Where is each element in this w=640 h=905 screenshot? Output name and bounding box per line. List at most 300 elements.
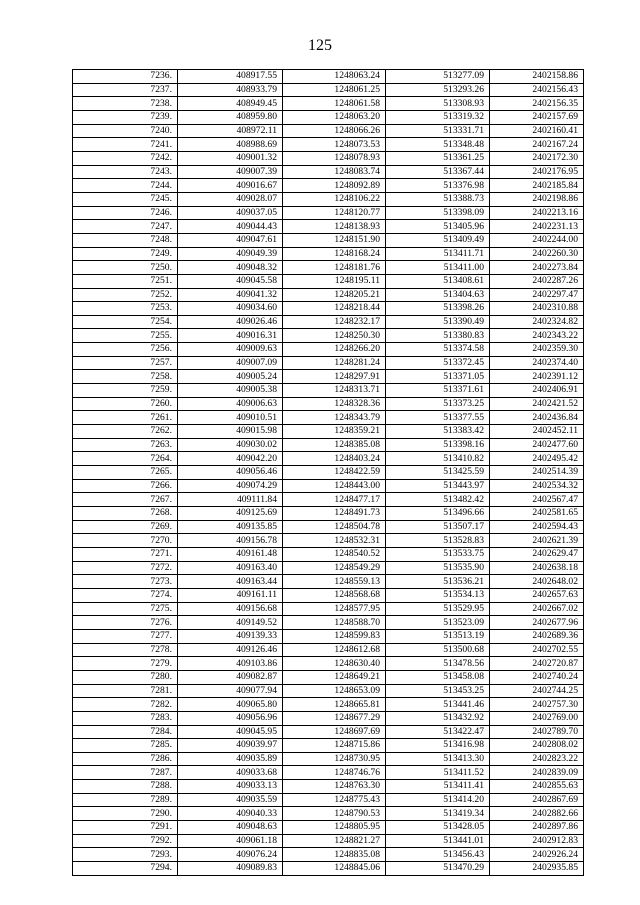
table-row	[73, 151, 584, 165]
coordinate-cell: 409139.33	[178, 629, 283, 643]
coordinate-cell: 1248151.90	[283, 233, 386, 247]
coordinate-cell: 408933.79	[178, 83, 283, 97]
coordinate-cell: 513456.43	[386, 848, 490, 862]
coordinate-cell: 2402638.18	[490, 561, 584, 575]
coordinate-cell: 409040.33	[178, 807, 283, 821]
table-row	[73, 70, 584, 84]
coordinate-cell: 1248491.73	[283, 507, 386, 521]
coordinate-cell: 409028.07	[178, 192, 283, 206]
coordinate-cell: 513453.25	[386, 684, 490, 698]
coordinate-cell: 2402452.11	[490, 425, 584, 439]
coordinate-cell: 1248063.20	[283, 110, 386, 124]
coordinate-cell: 513513.19	[386, 629, 490, 643]
table-row	[73, 739, 584, 753]
point-number-cell: 7262.	[73, 425, 178, 439]
coordinate-cell: 2402581.65	[490, 507, 584, 521]
coordinate-cell: 408972.11	[178, 124, 283, 138]
coordinate-cell: 2402648.02	[490, 575, 584, 589]
coordinate-cell: 409082.87	[178, 670, 283, 684]
coordinate-cell: 513408.61	[386, 274, 490, 288]
coordinate-cell: 2402912.83	[490, 834, 584, 848]
coordinate-cell: 2402156.35	[490, 97, 584, 111]
page-number: 125	[308, 37, 332, 54]
coordinate-cell: 2402406.91	[490, 384, 584, 398]
table-row	[73, 138, 584, 152]
coordinate-cell: 409037.05	[178, 206, 283, 220]
coordinate-cell: 1248630.40	[283, 657, 386, 671]
table-row	[73, 793, 584, 807]
coordinate-cell: 513398.16	[386, 438, 490, 452]
coordinate-cell: 408988.69	[178, 138, 283, 152]
point-number-cell: 7236.	[73, 70, 178, 84]
coordinate-cell: 409077.94	[178, 684, 283, 698]
point-number-cell: 7288.	[73, 780, 178, 794]
coordinate-cell: 1248649.21	[283, 670, 386, 684]
point-number-cell: 7241.	[73, 138, 178, 152]
coordinates-table-body	[73, 70, 584, 876]
point-number-cell: 7290.	[73, 807, 178, 821]
table-row	[73, 684, 584, 698]
point-number-cell: 7250.	[73, 261, 178, 275]
coordinate-cell: 1248073.53	[283, 138, 386, 152]
coordinate-cell: 513409.49	[386, 233, 490, 247]
point-number-cell: 7267.	[73, 493, 178, 507]
coordinate-cell: 1248063.24	[283, 70, 386, 84]
table-row	[73, 725, 584, 739]
table-row	[73, 588, 584, 602]
coordinate-cell: 513428.05	[386, 821, 490, 835]
coordinate-cell: 409001.32	[178, 151, 283, 165]
coordinate-cell: 513422.47	[386, 725, 490, 739]
point-number-cell: 7263.	[73, 438, 178, 452]
point-number-cell: 7257.	[73, 356, 178, 370]
coordinate-cell: 409125.69	[178, 507, 283, 521]
table-row	[73, 97, 584, 111]
coordinate-cell: 409161.11	[178, 588, 283, 602]
coordinate-cell: 409103.86	[178, 657, 283, 671]
coordinate-cell: 2402744.25	[490, 684, 584, 698]
point-number-cell: 7273.	[73, 575, 178, 589]
coordinate-cell: 513413.30	[386, 752, 490, 766]
point-number-cell: 7282.	[73, 698, 178, 712]
point-number-cell: 7274.	[73, 588, 178, 602]
coordinate-cell: 2402421.52	[490, 397, 584, 411]
coordinate-cell: 513419.34	[386, 807, 490, 821]
coordinate-cell: 409056.96	[178, 711, 283, 725]
coordinate-cell: 513411.52	[386, 766, 490, 780]
table-row	[73, 834, 584, 848]
coordinate-cell: 1248385.08	[283, 438, 386, 452]
coordinate-cell: 1248066.26	[283, 124, 386, 138]
coordinate-cell: 513536.21	[386, 575, 490, 589]
point-number-cell: 7244.	[73, 179, 178, 193]
coordinate-cell: 2402594.43	[490, 520, 584, 534]
coordinate-cell: 1248577.95	[283, 602, 386, 616]
table-row	[73, 233, 584, 247]
coordinate-cell: 2402158.86	[490, 70, 584, 84]
point-number-cell: 7266.	[73, 479, 178, 493]
coordinate-cell: 2402156.43	[490, 83, 584, 97]
coordinate-cell: 513496.66	[386, 507, 490, 521]
coordinate-cell: 513470.29	[386, 862, 490, 876]
coordinate-cell: 2402495.42	[490, 452, 584, 466]
table-row	[73, 124, 584, 138]
coordinate-cell: 409009.63	[178, 343, 283, 357]
point-number-cell: 7242.	[73, 151, 178, 165]
coordinate-cell: 513308.93	[386, 97, 490, 111]
table-row	[73, 165, 584, 179]
coordinate-cell: 409007.09	[178, 356, 283, 370]
coordinate-cell: 513523.09	[386, 616, 490, 630]
coordinate-cell: 409005.24	[178, 370, 283, 384]
point-number-cell: 7270.	[73, 534, 178, 548]
coordinate-cell: 409156.68	[178, 602, 283, 616]
coordinate-cell: 2402359.30	[490, 343, 584, 357]
point-number-cell: 7283.	[73, 711, 178, 725]
coordinate-cell: 2402185.84	[490, 179, 584, 193]
coordinate-cell: 513348.48	[386, 138, 490, 152]
point-number-cell: 7276.	[73, 616, 178, 630]
point-number-cell: 7281.	[73, 684, 178, 698]
coordinate-cell: 409041.32	[178, 288, 283, 302]
coordinate-cell: 2402702.55	[490, 643, 584, 657]
coordinate-cell: 513410.82	[386, 452, 490, 466]
table-row	[73, 561, 584, 575]
coordinate-cell: 513534.13	[386, 588, 490, 602]
coordinate-cell: 1248078.93	[283, 151, 386, 165]
table-row	[73, 83, 584, 97]
coordinates-table	[72, 69, 584, 876]
coordinate-cell: 2402689.36	[490, 629, 584, 643]
coordinate-cell: 2402160.41	[490, 124, 584, 138]
coordinate-cell: 2402167.24	[490, 138, 584, 152]
coordinate-cell: 1248138.93	[283, 220, 386, 234]
point-number-cell: 7246.	[73, 206, 178, 220]
table-row	[73, 274, 584, 288]
coordinate-cell: 1248665.81	[283, 698, 386, 712]
coordinate-cell: 409035.89	[178, 752, 283, 766]
coordinate-cell: 513319.32	[386, 110, 490, 124]
point-number-cell: 7239.	[73, 110, 178, 124]
coordinate-cell: 409007.39	[178, 165, 283, 179]
coordinate-cell: 409047.61	[178, 233, 283, 247]
coordinate-cell: 2402514.39	[490, 466, 584, 480]
coordinate-cell: 409049.39	[178, 247, 283, 261]
coordinate-cell: 409048.32	[178, 261, 283, 275]
coordinate-cell: 513528.83	[386, 534, 490, 548]
coordinate-cell: 2402157.69	[490, 110, 584, 124]
coordinate-cell: 513372.45	[386, 356, 490, 370]
point-number-cell: 7252.	[73, 288, 178, 302]
coordinate-cell: 513535.90	[386, 561, 490, 575]
table-row	[73, 821, 584, 835]
coordinate-cell: 513458.08	[386, 670, 490, 684]
coordinate-cell: 2402740.24	[490, 670, 584, 684]
coordinate-cell: 1248266.20	[283, 343, 386, 357]
coordinate-cell: 513367.44	[386, 165, 490, 179]
coordinate-cell: 1248168.24	[283, 247, 386, 261]
coordinate-cell: 513376.98	[386, 179, 490, 193]
coordinate-cell: 513443.97	[386, 479, 490, 493]
coordinate-cell: 2402436.84	[490, 411, 584, 425]
coordinate-cell: 1248599.83	[283, 629, 386, 643]
coordinate-cell: 1248835.08	[283, 848, 386, 862]
table-row	[73, 397, 584, 411]
coordinate-cell: 2402629.47	[490, 547, 584, 561]
coordinate-cell: 2402172.30	[490, 151, 584, 165]
coordinate-cell: 1248297.91	[283, 370, 386, 384]
coordinate-cell: 1248422.59	[283, 466, 386, 480]
table-row	[73, 329, 584, 343]
table-row	[73, 425, 584, 439]
coordinate-cell: 513398.09	[386, 206, 490, 220]
point-number-cell: 7294.	[73, 862, 178, 876]
coordinate-cell: 1248106.22	[283, 192, 386, 206]
point-number-cell: 7238.	[73, 97, 178, 111]
coordinate-cell: 1248343.79	[283, 411, 386, 425]
coordinate-cell: 1248477.17	[283, 493, 386, 507]
coordinate-cell: 409039.97	[178, 739, 283, 753]
coordinate-cell: 409045.58	[178, 274, 283, 288]
point-number-cell: 7260.	[73, 397, 178, 411]
coordinate-cell: 513500.68	[386, 643, 490, 657]
coordinate-cell: 513411.41	[386, 780, 490, 794]
table-row	[73, 206, 584, 220]
point-number-cell: 7255.	[73, 329, 178, 343]
coordinate-cell: 2402310.88	[490, 302, 584, 316]
coordinate-cell: 409056.46	[178, 466, 283, 480]
coordinate-cell: 513371.61	[386, 384, 490, 398]
table-row	[73, 629, 584, 643]
coordinate-cell: 1248559.13	[283, 575, 386, 589]
table-row	[73, 261, 584, 275]
coordinate-cell: 513374.58	[386, 343, 490, 357]
coordinate-cell: 409061.18	[178, 834, 283, 848]
coordinate-cell: 2402882.66	[490, 807, 584, 821]
point-number-cell: 7280.	[73, 670, 178, 684]
coordinate-cell: 409135.85	[178, 520, 283, 534]
table-row	[73, 848, 584, 862]
coordinate-cell: 513432.92	[386, 711, 490, 725]
coordinate-cell: 2402567.47	[490, 493, 584, 507]
point-number-cell: 7286.	[73, 752, 178, 766]
coordinate-cell: 1248328.36	[283, 397, 386, 411]
coordinate-cell: 2402839.09	[490, 766, 584, 780]
coordinate-cell: 1248403.24	[283, 452, 386, 466]
coordinate-cell: 2402677.96	[490, 616, 584, 630]
point-number-cell: 7285.	[73, 739, 178, 753]
coordinate-cell: 513390.49	[386, 315, 490, 329]
coordinate-cell: 2402823.22	[490, 752, 584, 766]
table-row	[73, 370, 584, 384]
table-row	[73, 657, 584, 671]
coordinate-cell: 2402621.39	[490, 534, 584, 548]
coordinate-cell: 409161.48	[178, 547, 283, 561]
coordinate-cell: 409026.46	[178, 315, 283, 329]
coordinate-cell: 513388.73	[386, 192, 490, 206]
coordinate-cell: 2402287.26	[490, 274, 584, 288]
point-number-cell: 7237.	[73, 83, 178, 97]
coordinate-cell: 2402231.13	[490, 220, 584, 234]
coordinate-cell: 1248250.30	[283, 329, 386, 343]
coordinate-cell: 1248763.30	[283, 780, 386, 794]
coordinate-cell: 1248730.95	[283, 752, 386, 766]
coordinate-cell: 513441.01	[386, 834, 490, 848]
coordinate-cell: 409045.95	[178, 725, 283, 739]
coordinate-cell: 1248061.58	[283, 97, 386, 111]
coordinate-cell: 409042.20	[178, 452, 283, 466]
point-number-cell: 7254.	[73, 315, 178, 329]
coordinate-cell: 1248218.44	[283, 302, 386, 316]
point-number-cell: 7259.	[73, 384, 178, 398]
coordinate-cell: 513482.42	[386, 493, 490, 507]
coordinate-cell: 1248568.68	[283, 588, 386, 602]
coordinate-cell: 409126.46	[178, 643, 283, 657]
table-row	[73, 547, 584, 561]
table-row	[73, 466, 584, 480]
table-row	[73, 643, 584, 657]
coordinate-cell: 513425.59	[386, 466, 490, 480]
coordinate-cell: 2402667.02	[490, 602, 584, 616]
point-number-cell: 7271.	[73, 547, 178, 561]
coordinate-cell: 2402343.22	[490, 329, 584, 343]
coordinate-cell: 513377.55	[386, 411, 490, 425]
coordinate-cell: 2402534.32	[490, 479, 584, 493]
table-row	[73, 807, 584, 821]
coordinate-cell: 409076.24	[178, 848, 283, 862]
coordinate-cell: 1248281.24	[283, 356, 386, 370]
point-number-cell: 7248.	[73, 233, 178, 247]
point-number-cell: 7243.	[73, 165, 178, 179]
coordinate-cell: 1248061.25	[283, 83, 386, 97]
table-row	[73, 302, 584, 316]
table-row	[73, 452, 584, 466]
coordinate-cell: 409074.29	[178, 479, 283, 493]
table-row	[73, 411, 584, 425]
point-number-cell: 7258.	[73, 370, 178, 384]
coordinate-cell: 2402808.02	[490, 739, 584, 753]
table-row	[73, 602, 584, 616]
table-row	[73, 862, 584, 876]
coordinate-cell: 1248359.21	[283, 425, 386, 439]
point-number-cell: 7272.	[73, 561, 178, 575]
table-row	[73, 752, 584, 766]
coordinate-cell: 2402176.95	[490, 165, 584, 179]
table-row	[73, 179, 584, 193]
coordinate-cell: 513441.46	[386, 698, 490, 712]
coordinate-cell: 408949.45	[178, 97, 283, 111]
coordinate-cell: 1248588.70	[283, 616, 386, 630]
coordinate-cell: 1248746.76	[283, 766, 386, 780]
point-number-cell: 7292.	[73, 834, 178, 848]
coordinate-cell: 2402477.60	[490, 438, 584, 452]
coordinate-cell: 513404.63	[386, 288, 490, 302]
coordinate-cell: 1248443.00	[283, 479, 386, 493]
coordinate-cell: 1248181.76	[283, 261, 386, 275]
table-row	[73, 384, 584, 398]
table-row	[73, 507, 584, 521]
table-row	[73, 711, 584, 725]
coordinate-cell: 2402657.63	[490, 588, 584, 602]
coordinate-cell: 409033.68	[178, 766, 283, 780]
coordinate-cell: 409006.63	[178, 397, 283, 411]
coordinate-cell: 1248549.29	[283, 561, 386, 575]
table-row	[73, 616, 584, 630]
point-number-cell: 7275.	[73, 602, 178, 616]
coordinate-cell: 1248790.53	[283, 807, 386, 821]
point-number-cell: 7279.	[73, 657, 178, 671]
coordinate-cell: 409156.78	[178, 534, 283, 548]
coordinate-cell: 1248232.17	[283, 315, 386, 329]
table-row	[73, 698, 584, 712]
table-row	[73, 192, 584, 206]
coordinate-cell: 409089.83	[178, 862, 283, 876]
coordinate-cell: 409033.13	[178, 780, 283, 794]
point-number-cell: 7265.	[73, 466, 178, 480]
table-row	[73, 575, 584, 589]
table-row	[73, 670, 584, 684]
coordinate-cell: 1248205.21	[283, 288, 386, 302]
coordinate-cell: 1248697.69	[283, 725, 386, 739]
point-number-cell: 7251.	[73, 274, 178, 288]
coordinate-cell: 409034.60	[178, 302, 283, 316]
coordinate-cell: 2402757.30	[490, 698, 584, 712]
coordinate-cell: 2402260.30	[490, 247, 584, 261]
table-row	[73, 766, 584, 780]
point-number-cell: 7278.	[73, 643, 178, 657]
coordinate-cell: 408917.55	[178, 70, 283, 84]
coordinate-cell: 2402391.12	[490, 370, 584, 384]
table-row	[73, 520, 584, 534]
point-number-cell: 7269.	[73, 520, 178, 534]
point-number-cell: 7264.	[73, 452, 178, 466]
coordinate-cell: 513411.71	[386, 247, 490, 261]
coordinate-cell: 2402244.00	[490, 233, 584, 247]
point-number-cell: 7293.	[73, 848, 178, 862]
coordinate-cell: 2402897.86	[490, 821, 584, 835]
coordinate-cell: 513478.56	[386, 657, 490, 671]
coordinate-cell: 409065.80	[178, 698, 283, 712]
coordinate-cell: 408959.80	[178, 110, 283, 124]
coordinate-cell: 2402769.00	[490, 711, 584, 725]
coordinate-cell: 1248120.77	[283, 206, 386, 220]
point-number-cell: 7268.	[73, 507, 178, 521]
point-number-cell: 7256.	[73, 343, 178, 357]
coordinate-cell: 513411.00	[386, 261, 490, 275]
coordinate-cell: 513383.42	[386, 425, 490, 439]
coordinate-cell: 513416.98	[386, 739, 490, 753]
coordinate-cell: 2402789.70	[490, 725, 584, 739]
table-row	[73, 479, 584, 493]
point-number-cell: 7289.	[73, 793, 178, 807]
point-number-cell: 7277.	[73, 629, 178, 643]
table-row	[73, 493, 584, 507]
coordinate-cell: 513331.71	[386, 124, 490, 138]
coordinate-cell: 1248504.78	[283, 520, 386, 534]
coordinate-cell: 513293.26	[386, 83, 490, 97]
point-number-cell: 7247.	[73, 220, 178, 234]
table-row	[73, 534, 584, 548]
coordinate-cell: 1248313.71	[283, 384, 386, 398]
coordinate-cell: 513414.20	[386, 793, 490, 807]
coordinate-cell: 513277.09	[386, 70, 490, 84]
coordinate-cell: 2402374.40	[490, 356, 584, 370]
coordinate-cell: 1248083.74	[283, 165, 386, 179]
coordinate-cell: 513507.17	[386, 520, 490, 534]
coordinate-cell: 513380.83	[386, 329, 490, 343]
table-row	[73, 780, 584, 794]
coordinate-cell: 1248612.68	[283, 643, 386, 657]
